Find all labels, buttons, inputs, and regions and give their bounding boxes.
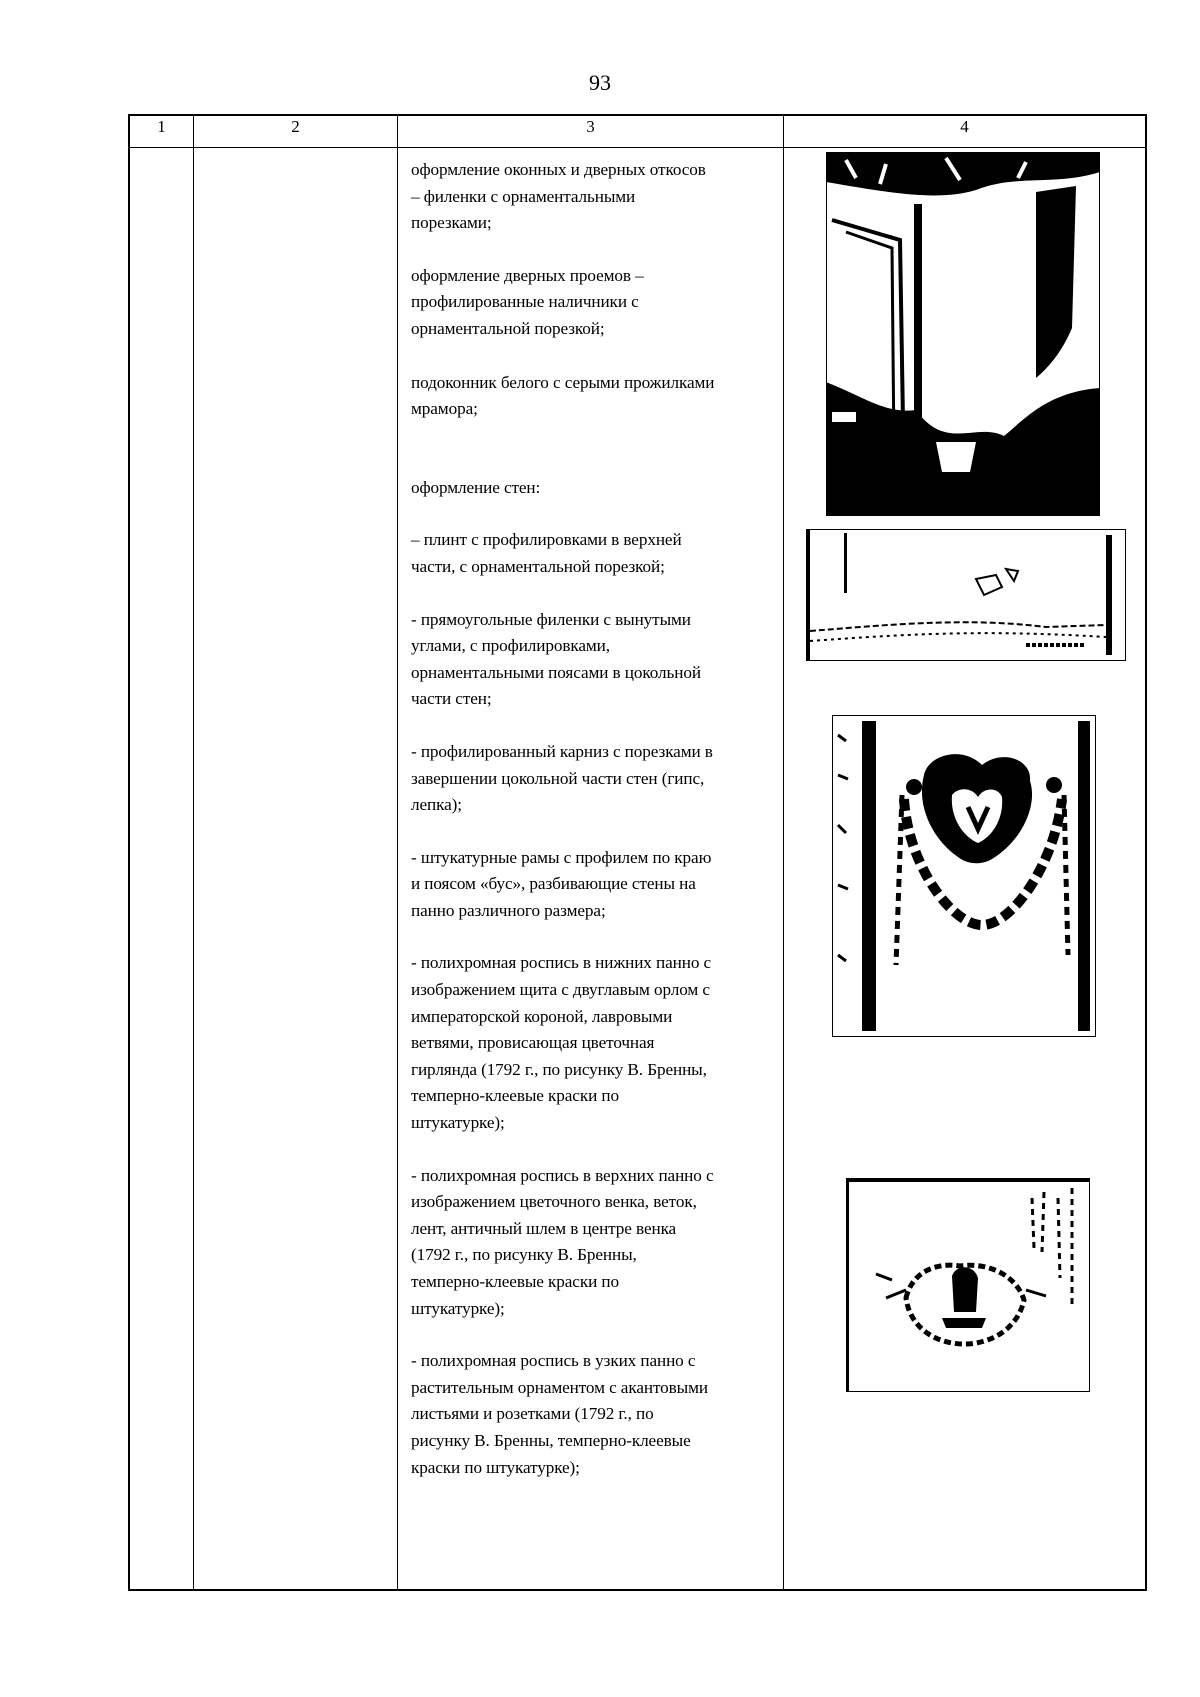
entry-cornice: - профилированный карниз с порезками в завершении цокольной части стен (гипс, лепка);	[411, 741, 713, 815]
photo-eagle-shield-garland	[832, 715, 1096, 1037]
photo-wreath-helmet	[846, 1178, 1090, 1392]
entry-windowsill: подоконник белого с серыми прожилками мрамора;	[411, 372, 715, 419]
table-border-bottom	[129, 1589, 1147, 1591]
entry-panels: - прямоугольные филенки с вынутыми углами, с профилировками, орнаментальными поясами в цокольной части стен;	[411, 609, 701, 709]
photo-door-reveal	[826, 152, 1100, 516]
table-border-right	[1145, 114, 1147, 1591]
entry-door-openings: оформление дверных проемов – профилированные наличники с орнаментальной порезкой;	[411, 265, 644, 338]
table-column-divider-1	[193, 114, 194, 1591]
entry-window-door-reveals: оформление оконных и дверных откосов – филенки с орнаментальными порезками;	[411, 160, 706, 233]
entry-lower-panel-painting: - полихромная роспись в нижних панно с изображением щита с двуглавым орлом с императорской короной, лавровыми ветвями, провисающая цветочная гирлянда (1792 г., по рисунку В. Бренны, темперно-клеевые краски по штукатурке);	[411, 953, 712, 1133]
table-border-left	[128, 114, 130, 1591]
photo-plinth	[806, 529, 1126, 661]
entry-upper-panel-painting: - полихромная роспись в верхних панно с изображением цветочного венка, веток, лент, античный шлем в центре венка (1792 г., по рисунку В. Бренны, темперно-клеевые краски по штукатурке);	[411, 1165, 714, 1318]
entry-plinth: – плинт с профилировками в верхней части, с орнаментальной порезкой;	[411, 530, 682, 576]
column-header-4: 4	[960, 117, 969, 136]
entry-narrow-panel-painting: - полихромная роспись в узких панно с растительным орнаментом с акантовыми листьями и розетками (1792 г., по рисунку В. Бренны, темперно-клеевые краски по штукатурке);	[411, 1351, 708, 1477]
entry-walls-heading: оформление стен:	[411, 477, 541, 497]
table-column-divider-3	[783, 114, 784, 1591]
table-column-divider-2	[397, 114, 398, 1591]
page-number: 93	[589, 70, 611, 95]
entry-plaster-frames: - штукатурные рамы с профилем по краю и поясом «бус», разбивающие стены на панно различного размера;	[411, 847, 712, 920]
description-column	[411, 157, 781, 1481]
column-header-2: 2	[291, 117, 300, 136]
table-header-divider	[129, 147, 1147, 148]
column-header-3: 3	[586, 117, 595, 136]
column-header-1: 1	[157, 117, 166, 136]
